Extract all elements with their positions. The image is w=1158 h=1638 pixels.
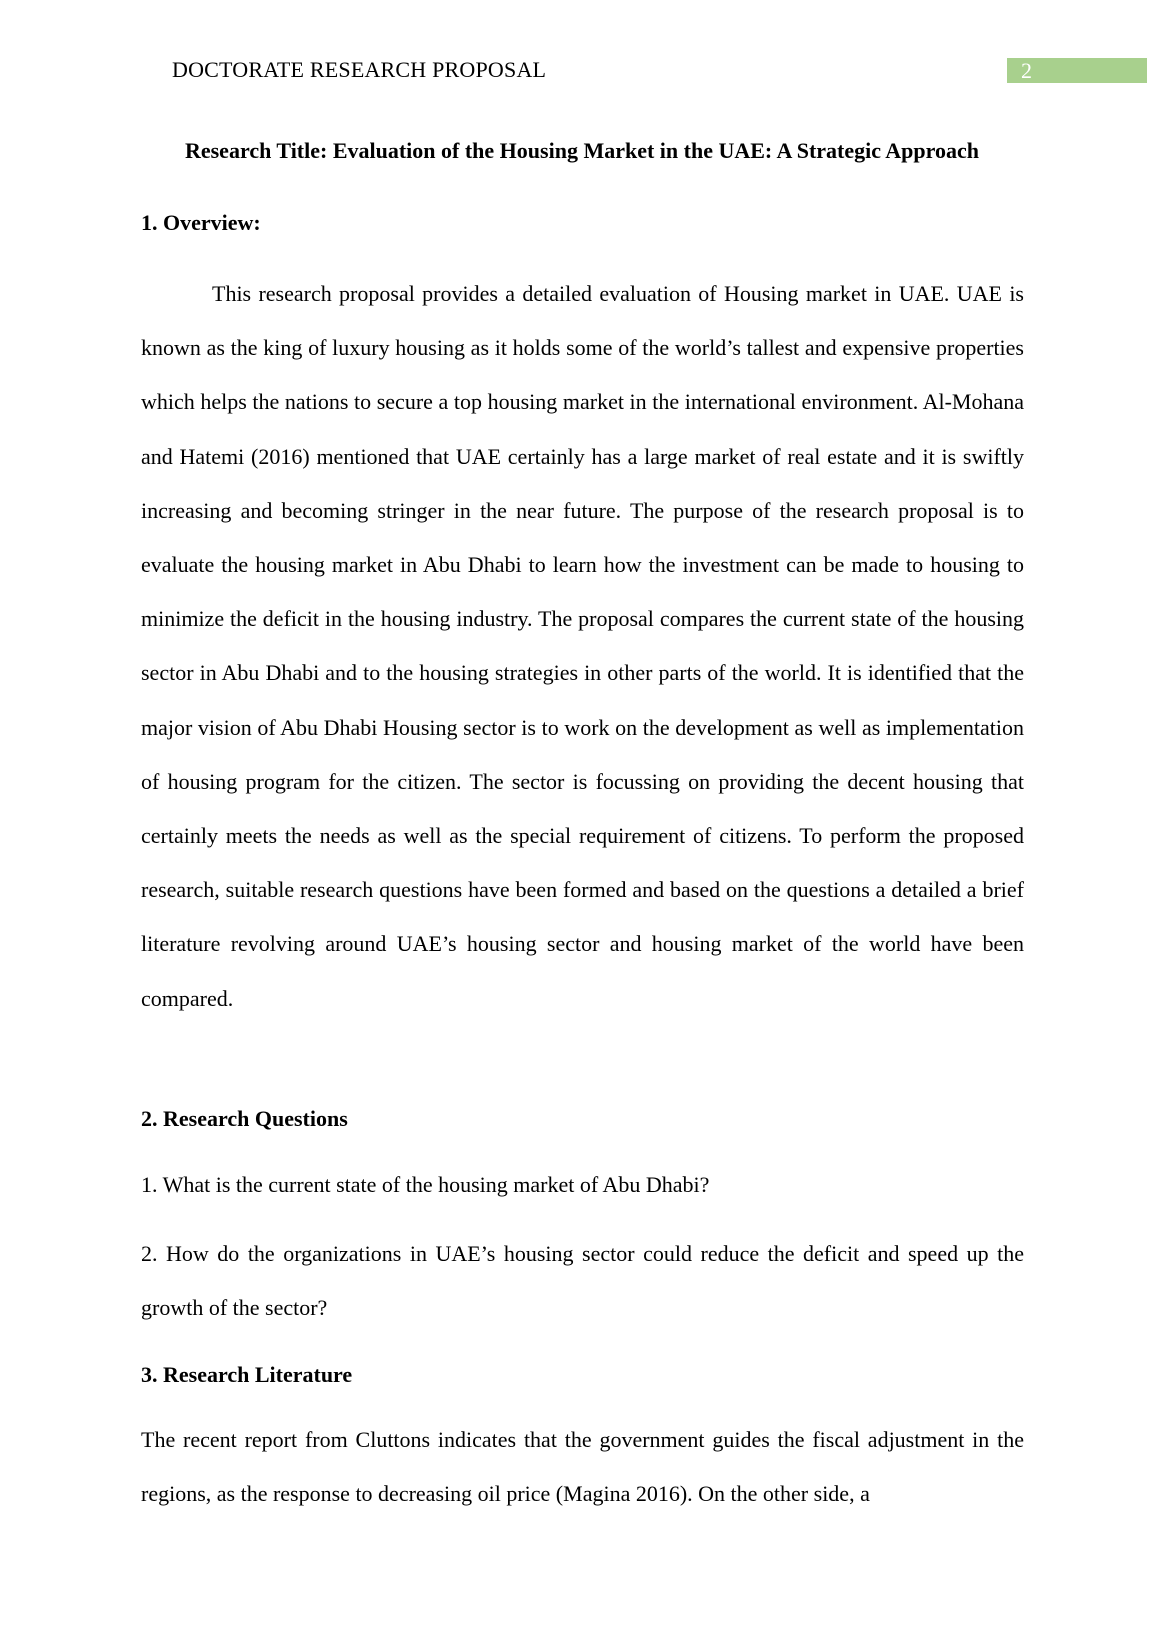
research-title: Research Title: Evaluation of the Housing Market in the UAE: A Strategic Approach [184, 138, 980, 163]
research-question-2: 2. How do the organizations in UAE’s housing sector could reduce the deficit and speed up the growth of the sector? [141, 1241, 1024, 1320]
research-questions-heading: 2. Research Questions [141, 1106, 348, 1131]
overview-heading: 1. Overview: [141, 210, 261, 235]
overview-paragraph: This research proposal provides a detailed evaluation of Housing market in UAE. UAE is known as the king of luxury housing as it holds some of the world’s tallest and expensive properties which helps the nations to secure a top housing market in the international environment. Al-Mohana and Hatemi (2016) mentioned that UAE certainly has a large market of real estate and it is swiftly increasing and becoming stringer in the near future. The purpose of the research proposal is to evaluate the housing market in Abu Dhabi to learn how the investment can be made to housing to minimize the deficit in the housing industry. The proposal compares the current state of the housing sector in Abu Dhabi and to the housing strategies in other parts of the world. It is identified that the major vision of Abu Dhabi Housing sector is to work on the development as well as implementation of housing program for the citizen. The sector is focussing on providing the decent housing that certainly meets the needs as well as the special requirement of citizens. To perform the proposed research, suitable research questions have been formed and based on the questions a detailed a brief literature revolving around UAE’s housing sector and housing market of the world have been compared. [141, 281, 1024, 1011]
research-literature-heading: 3. Research Literature [141, 1362, 353, 1387]
research-literature-paragraph: The recent report from Cluttons indicates that the government guides the fiscal adjustment in the regions, as the response to decreasing oil price (Magina 2016). On the other side, a [141, 1427, 1024, 1506]
page-number: 2 [1007, 58, 1147, 83]
research-question-1: 1. What is the current state of the housing market of Abu Dhabi? [141, 1172, 710, 1197]
running-header-title: DOCTORATE RESEARCH PROPOSAL [172, 57, 547, 82]
